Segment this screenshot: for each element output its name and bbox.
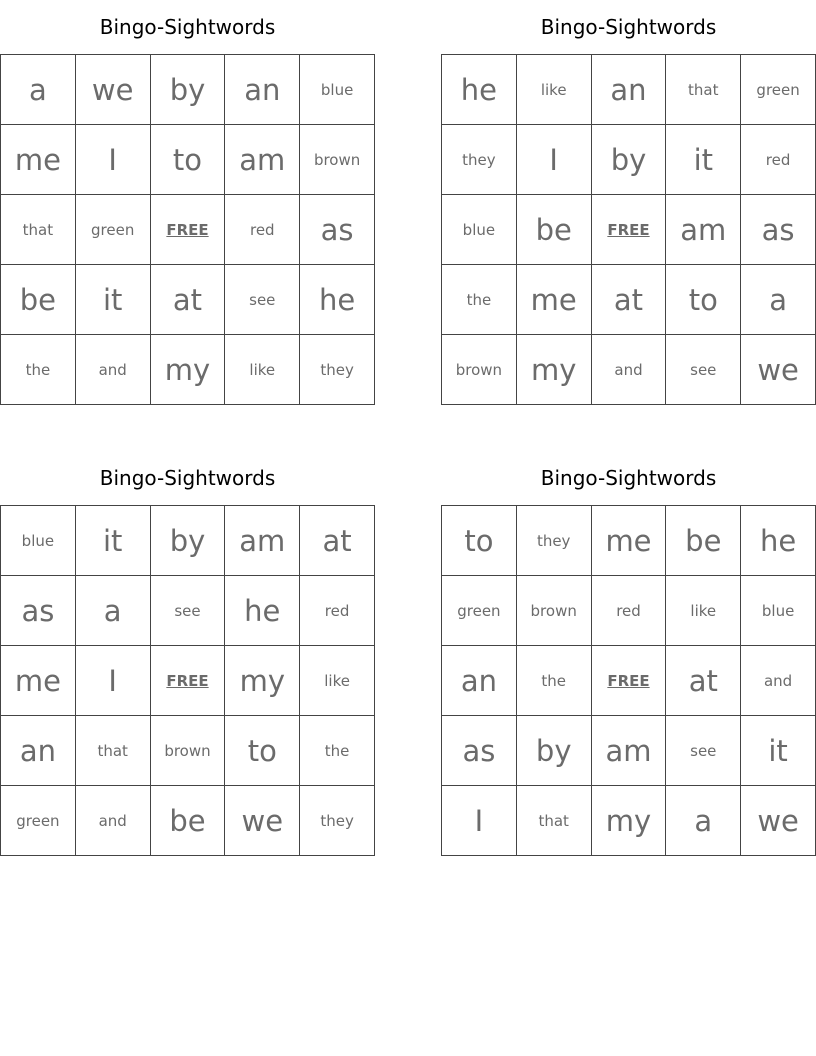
bingo-cell: brown (300, 125, 375, 195)
bingo-cell: an (225, 55, 300, 125)
bingo-cell: I (517, 125, 592, 195)
bingo-cell: I (76, 646, 151, 716)
bingo-cell: see (666, 335, 741, 405)
bingo-cell: me (1, 646, 76, 716)
bingo-cell: they (442, 125, 517, 195)
card-title: Bingo-Sightwords (540, 466, 717, 490)
bingo-cell: be (151, 786, 226, 856)
bingo-cell: me (1, 125, 76, 195)
bingo-grid (0, 54, 375, 405)
bingo-cell: that (517, 786, 592, 856)
bingo-cell: a (76, 576, 151, 646)
bingo-cell: and (592, 335, 667, 405)
bingo-cell: a (1, 55, 76, 125)
bingo-cell: as (1, 576, 76, 646)
bingo-cell: green (741, 55, 816, 125)
bingo-cell: an (1, 716, 76, 786)
bingo-cell: by (517, 716, 592, 786)
bingo-cell: we (741, 786, 816, 856)
bingo-cell: green (442, 576, 517, 646)
bingo-cell: we (76, 55, 151, 125)
bingo-cell: see (151, 576, 226, 646)
bingo-cell: he (442, 55, 517, 125)
bingo-cell: blue (1, 506, 76, 576)
bingo-cell: they (300, 786, 375, 856)
bingo-cell: me (517, 265, 592, 335)
bingo-cell: be (1, 265, 76, 335)
bingo-cell: it (76, 265, 151, 335)
bingo-cell: am (592, 716, 667, 786)
bingo-cell: and (76, 335, 151, 405)
bingo-cell: am (225, 506, 300, 576)
bingo-cell: the (442, 265, 517, 335)
bingo-cell: my (592, 786, 667, 856)
bingo-grid (441, 505, 816, 856)
bingo-cell: we (741, 335, 816, 405)
bingo-cell: by (151, 506, 226, 576)
bingo-cell: brown (151, 716, 226, 786)
bingo-cell: that (1, 195, 76, 265)
bingo-cell: I (76, 125, 151, 195)
bingo-cell: to (666, 265, 741, 335)
bingo-cell: they (517, 506, 592, 576)
bingo-cell: a (666, 786, 741, 856)
bingo-cell: am (666, 195, 741, 265)
bingo-cell: I (442, 786, 517, 856)
bingo-cell: the (300, 716, 375, 786)
free-space-cell: FREE (151, 195, 226, 265)
bingo-cell: and (76, 786, 151, 856)
free-space-cell: FREE (592, 195, 667, 265)
bingo-cell: at (666, 646, 741, 716)
bingo-cell: my (151, 335, 226, 405)
bingo-cell: by (592, 125, 667, 195)
bingo-cell: he (300, 265, 375, 335)
bingo-cell: red (592, 576, 667, 646)
free-space-cell: FREE (592, 646, 667, 716)
bingo-cell: see (666, 716, 741, 786)
bingo-cell: brown (442, 335, 517, 405)
bingo-cell: as (442, 716, 517, 786)
bingo-cell: and (741, 646, 816, 716)
bingo-cell: as (741, 195, 816, 265)
bingo-cell: my (225, 646, 300, 716)
bingo-cell: an (442, 646, 517, 716)
bingo-cell: a (741, 265, 816, 335)
bingo-cell: like (666, 576, 741, 646)
bingo-cell: green (76, 195, 151, 265)
free-space-cell: FREE (151, 646, 226, 716)
bingo-cell: we (225, 786, 300, 856)
bingo-cell: at (300, 506, 375, 576)
bingo-cell: see (225, 265, 300, 335)
bingo-grid (441, 54, 816, 405)
bingo-cell: an (592, 55, 667, 125)
bingo-cell: to (151, 125, 226, 195)
bingo-cell: like (517, 55, 592, 125)
bingo-cell: my (517, 335, 592, 405)
bingo-cell: it (76, 506, 151, 576)
bingo-cell: me (592, 506, 667, 576)
card-title: Bingo-Sightwords (99, 15, 276, 39)
bingo-cell: he (225, 576, 300, 646)
bingo-cell: be (517, 195, 592, 265)
bingo-cell: the (1, 335, 76, 405)
bingo-cell: brown (517, 576, 592, 646)
bingo-cell: that (666, 55, 741, 125)
bingo-cell: he (741, 506, 816, 576)
bingo-cell: red (300, 576, 375, 646)
card-title: Bingo-Sightwords (99, 466, 276, 490)
bingo-cell: am (225, 125, 300, 195)
bingo-cell: green (1, 786, 76, 856)
bingo-grid (0, 505, 375, 856)
bingo-cell: to (225, 716, 300, 786)
bingo-cell: they (300, 335, 375, 405)
bingo-cell: that (76, 716, 151, 786)
bingo-cell: to (442, 506, 517, 576)
bingo-cell: like (300, 646, 375, 716)
bingo-cell: it (741, 716, 816, 786)
bingo-cell: be (666, 506, 741, 576)
bingo-cell: at (151, 265, 226, 335)
bingo-cell: the (517, 646, 592, 716)
bingo-cell: blue (442, 195, 517, 265)
bingo-cell: like (225, 335, 300, 405)
bingo-cell: red (741, 125, 816, 195)
bingo-cell: blue (300, 55, 375, 125)
bingo-cell: it (666, 125, 741, 195)
bingo-cell: blue (741, 576, 816, 646)
bingo-cell: red (225, 195, 300, 265)
bingo-cell: as (300, 195, 375, 265)
card-title: Bingo-Sightwords (540, 15, 717, 39)
bingo-cell: at (592, 265, 667, 335)
bingo-cell: by (151, 55, 226, 125)
